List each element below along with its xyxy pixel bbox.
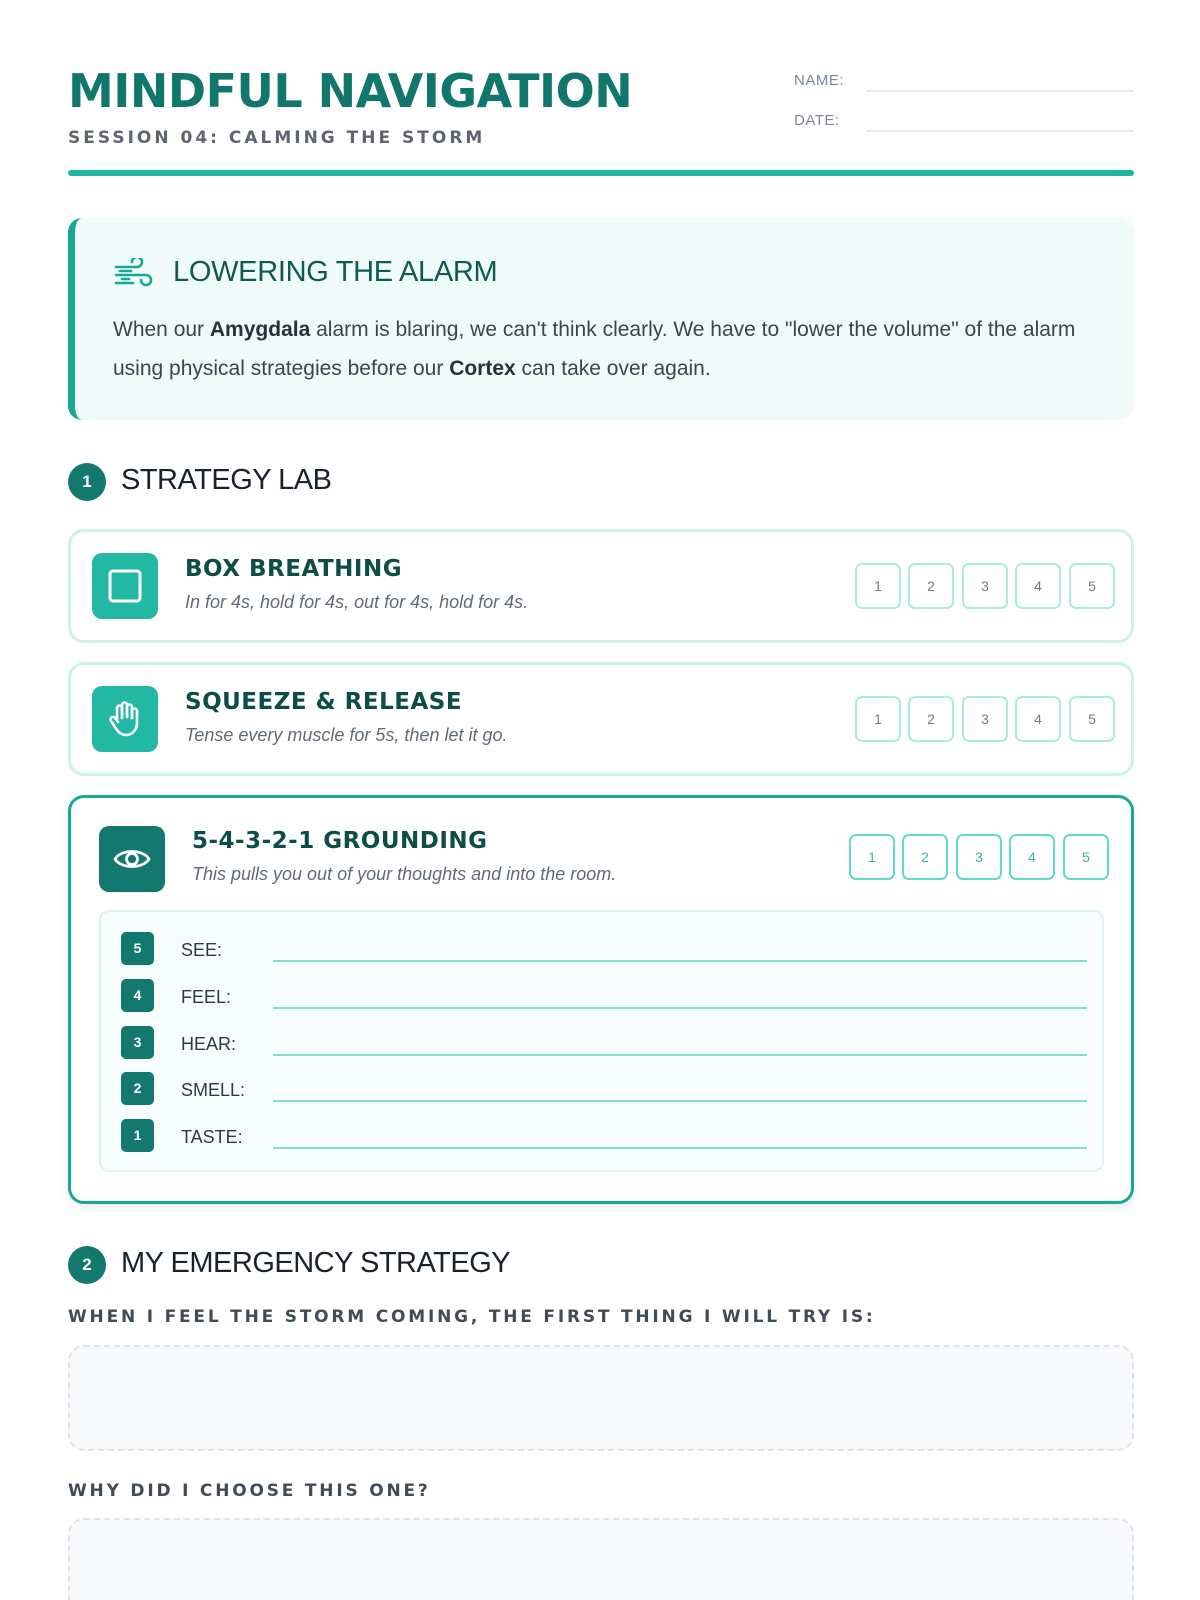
strategy-title: BOX BREATHING bbox=[185, 556, 403, 582]
date-line[interactable] bbox=[866, 130, 1134, 132]
grounding-label: SMELL: bbox=[181, 1080, 246, 1100]
grounding-row-see bbox=[121, 932, 1087, 966]
rating-scale bbox=[855, 696, 1115, 742]
strategy-description: Tense every muscle for 5s, then let it go. bbox=[185, 725, 508, 745]
rating-box-4[interactable]: 4 bbox=[1009, 834, 1055, 880]
name-label: NAME: bbox=[794, 72, 845, 89]
rating-box-4[interactable]: 4 bbox=[1015, 563, 1061, 609]
rating-box-5[interactable]: 5 bbox=[1063, 834, 1109, 880]
card-icon-tile bbox=[99, 826, 165, 892]
hand-icon bbox=[105, 699, 145, 739]
square-icon bbox=[105, 566, 145, 606]
callout-title: LOWERING THE ALARM bbox=[173, 256, 498, 288]
grounding-count-badge: 2 bbox=[121, 1072, 154, 1105]
name-line[interactable] bbox=[866, 90, 1134, 92]
date-field[interactable] bbox=[794, 108, 1134, 136]
section-number-badge: 2 bbox=[68, 1246, 106, 1284]
header-divider bbox=[68, 170, 1134, 176]
callout-text: When our Amygdala alarm is blaring, we can't think clearly. We have to "lower the volume" of the alarm using physical strategies before our Cortex can take over again. bbox=[113, 318, 1076, 380]
grounding-worksheet bbox=[99, 910, 1104, 1172]
rating-box-1[interactable]: 1 bbox=[849, 834, 895, 880]
wind-icon bbox=[113, 258, 153, 292]
grounding-count-badge: 3 bbox=[121, 1026, 154, 1059]
card-icon-tile bbox=[92, 553, 158, 619]
amygdala-term: Amygdala bbox=[209, 318, 311, 341]
strategy-card-grounding bbox=[68, 795, 1134, 1204]
grounding-row-hear bbox=[121, 1026, 1087, 1060]
rating-box-5[interactable]: 5 bbox=[1069, 696, 1115, 742]
grounding-count-badge: 5 bbox=[121, 932, 154, 965]
section-number-badge: 1 bbox=[68, 463, 106, 501]
eye-icon bbox=[112, 839, 152, 879]
first-strategy-answer-box[interactable] bbox=[68, 1345, 1134, 1451]
rating-box-4[interactable]: 4 bbox=[1015, 696, 1061, 742]
worksheet-header bbox=[68, 64, 1134, 176]
grounding-answer-line[interactable] bbox=[273, 1100, 1087, 1102]
rating-box-1[interactable]: 1 bbox=[855, 696, 901, 742]
grounding-count-badge: 4 bbox=[121, 979, 154, 1012]
why-prompt: WHY DID I CHOOSE THIS ONE? bbox=[68, 1481, 431, 1501]
card-icon-tile bbox=[92, 686, 158, 752]
strategy-card-box-breathing bbox=[68, 529, 1134, 643]
rating-box-5[interactable]: 5 bbox=[1069, 563, 1115, 609]
strategy-title: SQUEEZE & RELEASE bbox=[185, 689, 463, 715]
name-field[interactable] bbox=[794, 68, 1134, 96]
date-label: DATE: bbox=[794, 112, 840, 129]
first-strategy-prompt: WHEN I FEEL THE STORM COMING, THE FIRST THING I WILL TRY IS: bbox=[68, 1307, 876, 1327]
section-title: MY EMERGENCY STRATEGY bbox=[121, 1247, 511, 1279]
grounding-answer-line[interactable] bbox=[273, 1054, 1087, 1056]
section-title: STRATEGY LAB bbox=[121, 464, 332, 496]
grounding-label: FEEL: bbox=[181, 987, 232, 1007]
section-emergency-strategy bbox=[68, 1245, 868, 1285]
rating-box-2[interactable]: 2 bbox=[902, 834, 948, 880]
grounding-answer-line[interactable] bbox=[273, 1147, 1087, 1149]
rating-box-3[interactable]: 3 bbox=[962, 696, 1008, 742]
page-title: MINDFUL NAVIGATION bbox=[68, 64, 633, 118]
grounding-answer-line[interactable] bbox=[273, 1007, 1087, 1009]
rating-box-3[interactable]: 3 bbox=[962, 563, 1008, 609]
rating-scale bbox=[855, 563, 1115, 609]
strategy-description: In for 4s, hold for 4s, out for 4s, hold for 4s. bbox=[185, 592, 529, 612]
info-callout bbox=[68, 218, 1134, 420]
rating-scale bbox=[849, 834, 1109, 880]
grounding-count-badge: 1 bbox=[121, 1119, 154, 1152]
strategy-description: This pulls you out of your thoughts and into the room. bbox=[192, 864, 617, 884]
cortex-term: Cortex bbox=[449, 357, 516, 380]
rating-box-1[interactable]: 1 bbox=[855, 563, 901, 609]
grounding-label: HEAR: bbox=[181, 1034, 237, 1054]
session-subtitle: SESSION 04: CALMING THE STORM bbox=[68, 128, 486, 148]
rating-box-3[interactable]: 3 bbox=[956, 834, 1002, 880]
strategy-card-squeeze-release bbox=[68, 662, 1134, 776]
grounding-label: TASTE: bbox=[181, 1127, 243, 1147]
grounding-answer-line[interactable] bbox=[273, 960, 1087, 962]
rating-box-2[interactable]: 2 bbox=[908, 696, 954, 742]
grounding-label: SEE: bbox=[181, 940, 223, 960]
grounding-row-smell bbox=[121, 1072, 1087, 1106]
section-strategy-lab bbox=[68, 462, 868, 502]
why-answer-box[interactable] bbox=[68, 1518, 1134, 1600]
grounding-row-feel bbox=[121, 979, 1087, 1013]
rating-box-2[interactable]: 2 bbox=[908, 563, 954, 609]
strategy-title: 5-4-3-2-1 GROUNDING bbox=[192, 828, 488, 854]
grounding-row-taste bbox=[121, 1119, 1087, 1153]
